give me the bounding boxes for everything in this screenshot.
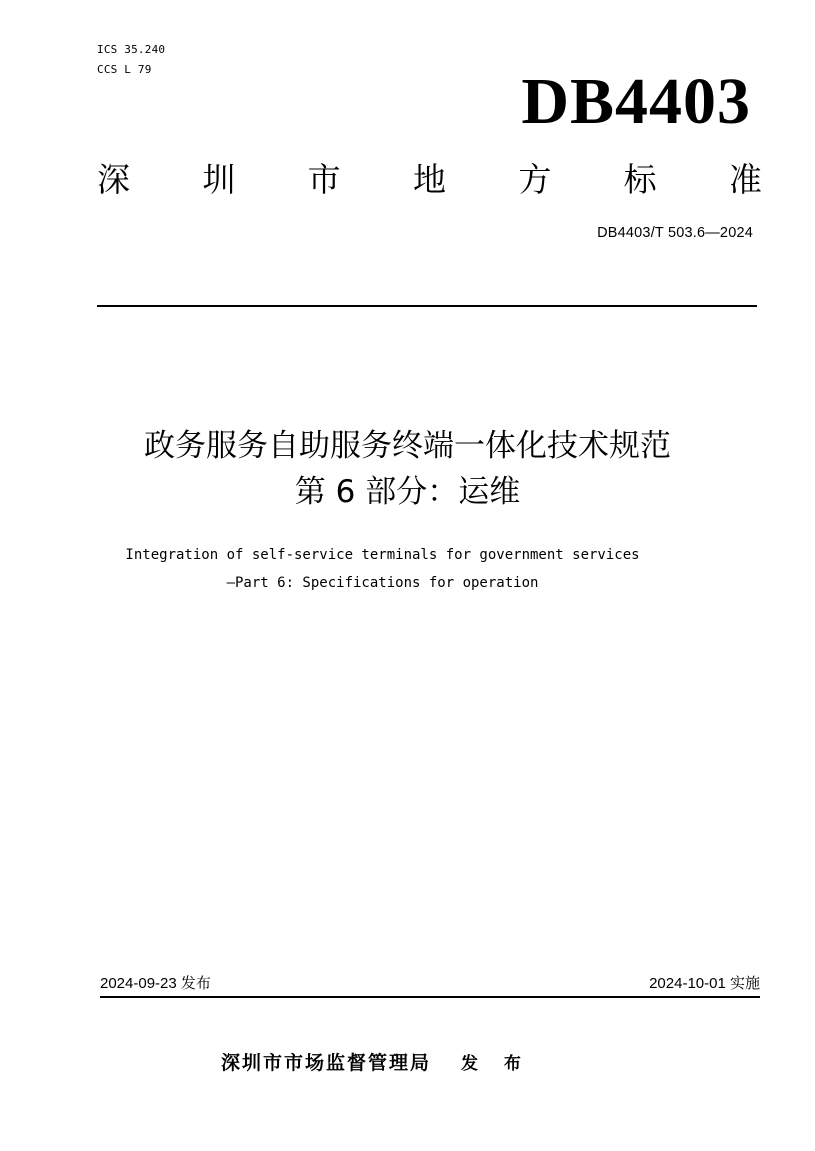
- standard-type-char: 深: [97, 160, 130, 199]
- title-en-part: —Part 6: Specifications for operation: [226, 575, 539, 591]
- standard-type-char: 方: [518, 160, 552, 199]
- publisher-block: [221, 1047, 531, 1075]
- ics-code: ICS 35.240: [97, 43, 166, 56]
- date-row: [100, 972, 760, 998]
- standard-type-char: 标: [623, 160, 657, 199]
- standard-type-char: 准: [728, 160, 762, 199]
- title-cn-part: 第 6 部分：运维: [294, 474, 521, 510]
- publisher-name: 深圳市市场监督管理局: [221, 1051, 432, 1074]
- issue-date: 2024-09-23 发布: [100, 975, 211, 992]
- implementation-date: 2024-10-01 实施: [649, 975, 760, 992]
- standard-type-char: 地: [412, 160, 446, 199]
- standard-type-char: 圳: [202, 160, 236, 199]
- divider: [97, 305, 757, 307]
- title-cn-main: 政务服务自助服务终端一体化技术规范: [144, 428, 671, 464]
- standard-code: DB4403: [521, 65, 751, 138]
- ccs-code: CCS L 79: [97, 63, 152, 76]
- publish-label: 发 布: [461, 1053, 531, 1074]
- standard-number: DB4403/T 503.6—2024: [597, 225, 753, 241]
- title-en-main: Integration of self-service terminals for government services: [125, 547, 640, 563]
- standard-type-char: 市: [307, 160, 341, 199]
- standard-type: [97, 158, 762, 202]
